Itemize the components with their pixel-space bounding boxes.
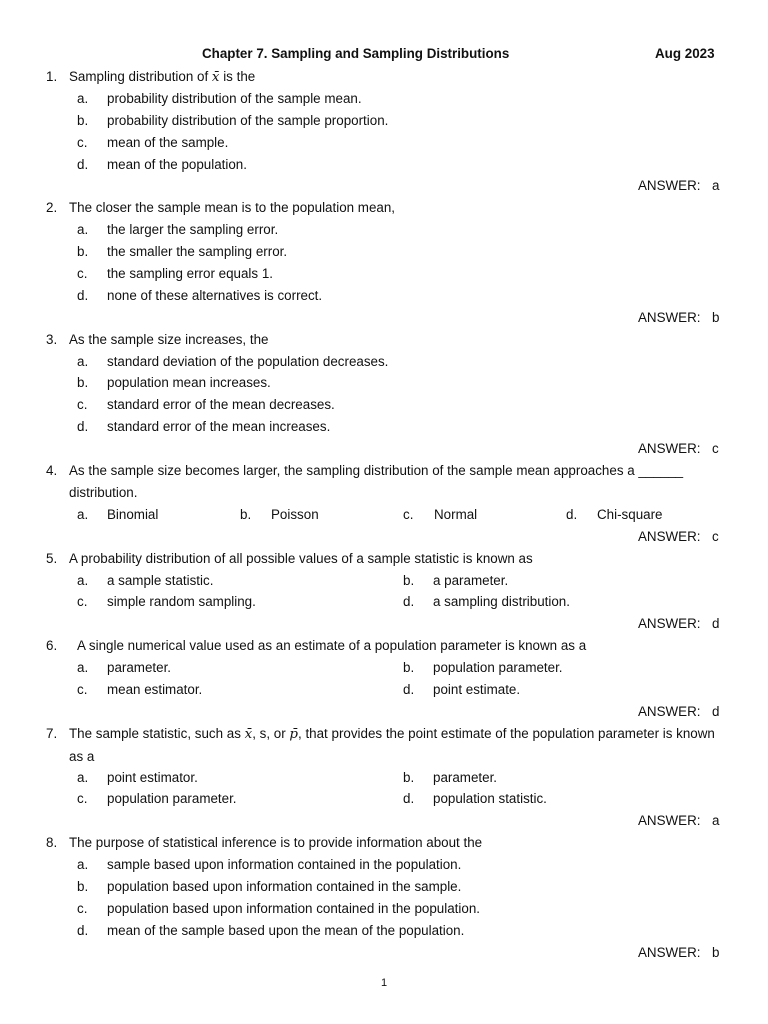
option-row	[0, 788, 768, 810]
answer-row	[0, 438, 768, 460]
option-letter: a.	[77, 506, 89, 522]
option-text: Normal	[434, 506, 478, 522]
option-letter: b.	[403, 769, 415, 785]
answer-row	[0, 175, 768, 197]
question-text: A probability distribution of all possible values of a sample statistic is known as	[69, 550, 533, 566]
answer-value: c	[712, 528, 719, 544]
question-3	[0, 329, 768, 460]
option-text: standard error of the mean increases.	[107, 419, 331, 435]
option-text: standard deviation of the population decreases.	[107, 353, 389, 369]
option-letter: d.	[77, 156, 89, 172]
question-5	[0, 548, 768, 636]
answer-row	[0, 701, 768, 723]
question-stem	[0, 548, 768, 570]
page-number: 1	[380, 977, 388, 989]
question-stem	[0, 723, 768, 767]
option-letter: b.	[77, 375, 89, 391]
option-letter: b.	[77, 112, 89, 128]
page-header	[0, 46, 768, 64]
option-row	[0, 767, 768, 789]
question-number: 8.	[46, 835, 58, 851]
option-letter: b.	[77, 878, 89, 894]
question-4	[0, 460, 768, 548]
option-letter: b.	[240, 506, 252, 522]
option-letter: c.	[77, 266, 88, 282]
option-row	[0, 679, 768, 701]
option-text: population based upon information contained in the population.	[107, 900, 480, 916]
answer-row	[0, 613, 768, 635]
option-text: probability distribution of the sample proportion.	[107, 112, 389, 128]
question-text: As the sample size becomes larger, the sampling distribution of the sample mean approaches a ______ distribution.	[69, 463, 684, 500]
question-number: 4.	[46, 463, 58, 479]
option-row	[0, 88, 768, 110]
option-text: a parameter.	[433, 572, 509, 588]
option-text: simple random sampling.	[107, 594, 256, 610]
answer-row	[0, 307, 768, 329]
option-row	[0, 920, 768, 942]
question-stem	[0, 832, 768, 854]
question-2	[0, 197, 768, 328]
option-letter: a.	[77, 769, 89, 785]
option-text: population parameter.	[107, 791, 237, 807]
option-letter: b.	[403, 572, 415, 588]
question-text: The closer the sample mean is to the population mean,	[69, 200, 396, 216]
option-letter: b.	[403, 660, 415, 676]
question-8	[0, 832, 768, 963]
option-row	[0, 570, 768, 592]
option-text: point estimate.	[433, 681, 521, 697]
option-letter: d.	[403, 594, 415, 610]
answer-label: ANSWER:	[638, 441, 701, 457]
question-1	[0, 66, 768, 197]
answer-value: c	[712, 441, 719, 457]
option-text: population statistic.	[433, 791, 547, 807]
option-row	[0, 657, 768, 679]
answer-label: ANSWER:	[638, 309, 701, 325]
option-text: Binomial	[107, 506, 159, 522]
option-row	[0, 876, 768, 898]
question-text: As the sample size increases, the	[69, 331, 269, 347]
option-text: a sample statistic.	[107, 572, 214, 588]
question-number: 7.	[46, 725, 58, 741]
page-title: Chapter 7. Sampling and Sampling Distributions	[202, 46, 510, 61]
option-letter: c.	[77, 791, 88, 807]
option-letter: a.	[77, 90, 89, 106]
option-text: mean of the sample based upon the mean of the population.	[107, 922, 465, 938]
question-text-part: Sampling distribution of	[69, 69, 212, 84]
option-text: the larger the sampling error.	[107, 222, 279, 238]
option-letter: c.	[403, 506, 414, 522]
x-bar-symbol: x̄	[244, 726, 253, 742]
option-text: Chi-square	[597, 506, 663, 522]
option-row	[0, 416, 768, 438]
option-letter: d.	[566, 506, 578, 522]
option-row	[0, 219, 768, 241]
answer-label: ANSWER:	[638, 944, 701, 960]
option-row	[0, 110, 768, 132]
option-letter: d.	[403, 681, 415, 697]
option-row	[0, 154, 768, 176]
option-letter: a.	[77, 857, 89, 873]
answer-label: ANSWER:	[638, 178, 701, 194]
option-letter: d.	[77, 419, 89, 435]
question-text-part: The sample statistic, such as	[69, 725, 245, 741]
header-date: Aug 2023	[655, 46, 715, 61]
answer-label: ANSWER:	[638, 703, 701, 719]
question-stem	[0, 635, 768, 657]
question-text	[69, 66, 255, 89]
option-text: a sampling distribution.	[433, 594, 570, 610]
option-text: mean of the sample.	[107, 134, 229, 150]
option-letter: c.	[77, 900, 88, 916]
question-number: 5.	[46, 550, 58, 566]
option-letter: a.	[77, 572, 89, 588]
answer-value: b	[712, 309, 720, 325]
answer-row	[0, 810, 768, 832]
question-number: 1.	[46, 69, 58, 84]
answer-value: a	[712, 178, 720, 194]
option-row	[0, 285, 768, 307]
option-text: the sampling error equals 1.	[107, 266, 273, 282]
option-text: Poisson	[271, 506, 319, 522]
option-letter: d.	[403, 791, 415, 807]
option-text: mean estimator.	[107, 681, 203, 697]
option-row	[0, 854, 768, 876]
option-row	[0, 394, 768, 416]
answer-value: d	[712, 616, 720, 632]
question-text: The purpose of statistical inference is to provide information about the	[69, 835, 483, 851]
option-letter: b.	[77, 244, 89, 260]
question-text-part: , that provides the point estimate of the population parameter is known as a	[69, 725, 715, 764]
option-text: point estimator.	[107, 769, 198, 785]
p-bar-symbol: p̄	[289, 726, 298, 742]
option-letter: a.	[77, 222, 89, 238]
x-bar-symbol: x̄	[211, 70, 220, 85]
question-stem	[0, 66, 768, 88]
question-number: 6.	[46, 638, 58, 654]
option-row	[0, 372, 768, 394]
option-letter: c.	[77, 134, 88, 150]
option-row	[0, 591, 768, 613]
answer-row	[0, 942, 768, 964]
option-letter: d.	[77, 922, 89, 938]
option-letter: a.	[77, 353, 89, 369]
option-letter: c.	[77, 681, 88, 697]
option-text: mean of the population.	[107, 156, 247, 172]
question-stem	[0, 197, 768, 219]
option-letter: c.	[77, 594, 88, 610]
option-row	[0, 132, 768, 154]
option-row	[0, 351, 768, 373]
option-text: sample based upon information contained in the population.	[107, 857, 462, 873]
question-text	[69, 723, 724, 768]
option-text: standard error of the mean decreases.	[107, 397, 335, 413]
option-text: none of these alternatives is correct.	[107, 287, 323, 303]
option-row	[0, 504, 768, 526]
option-text: population parameter.	[433, 660, 563, 676]
question-list	[0, 66, 768, 964]
option-letter: c.	[77, 397, 88, 413]
option-text: population based upon information contained in the sample.	[107, 878, 462, 894]
question-stem	[0, 329, 768, 351]
question-6	[0, 635, 768, 723]
option-row	[0, 898, 768, 920]
question-text: A single numerical value used as an estimate of a population parameter is known as a	[77, 638, 587, 654]
question-text-part: , s, or	[252, 725, 290, 741]
answer-value: d	[712, 703, 720, 719]
option-text: population mean increases.	[107, 375, 271, 391]
answer-label: ANSWER:	[638, 616, 701, 632]
option-row	[0, 241, 768, 263]
option-text: probability distribution of the sample mean.	[107, 90, 362, 106]
option-text: the smaller the sampling error.	[107, 244, 288, 260]
option-letter: d.	[77, 287, 89, 303]
option-letter: a.	[77, 660, 89, 676]
answer-label: ANSWER:	[638, 528, 701, 544]
answer-value: a	[712, 813, 720, 829]
question-text-part: is the	[219, 69, 256, 84]
question-stem	[0, 460, 768, 504]
question-number: 2.	[46, 200, 58, 216]
answer-label: ANSWER:	[638, 813, 701, 829]
answer-row	[0, 526, 768, 548]
option-text: parameter.	[107, 660, 172, 676]
question-7	[0, 723, 768, 832]
question-number: 3.	[46, 331, 58, 347]
option-row	[0, 263, 768, 285]
option-text: parameter.	[433, 769, 498, 785]
answer-value: b	[712, 944, 720, 960]
